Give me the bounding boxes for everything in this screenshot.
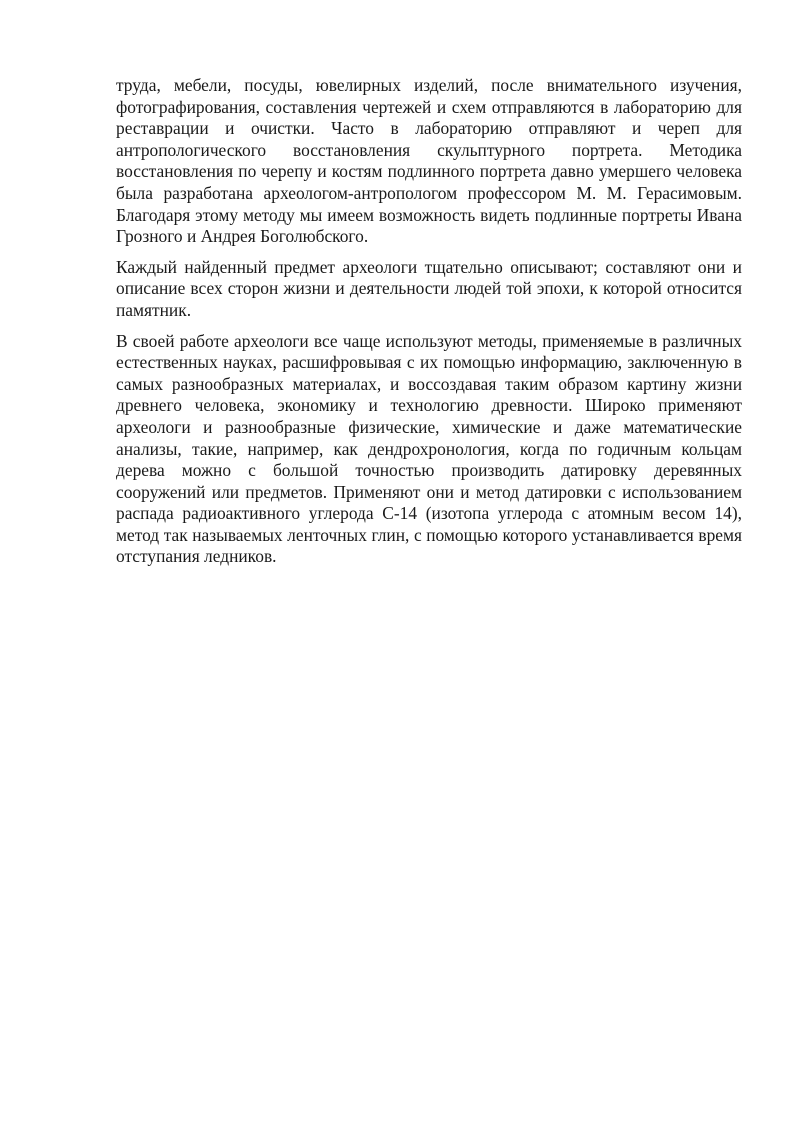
body-text <box>116 75 742 577</box>
paragraph-1: труда, мебели, посуды, ювелирных изделий, после внимательного изучения, фотографирования, составления чертежей и схем отправляются в лабораторию для реставрации и очистки. Часто в лабораторию отправляют и череп для антропологического восстановления скульптурного портрета. Методика восстановления по черепу и костям подлинного портрета давно умершего человека была разработана археологом-антропологом профессором М. М. Герасимовым. Благодаря этому методу мы имеем возможность видеть подлинные портреты Ивана Грозного и Андрея Боголюбского. <box>116 75 742 247</box>
paragraph-2: Каждый найденный предмет археологи тщательно описывают; составляют они и описание всех сторон жизни и деятельности людей той эпохи, к которой относится памятник. <box>116 256 742 320</box>
paragraph-3: В своей работе археологи все чаще используют методы, применяемые в различных естественных науках, расшифровывая с их помощью информацию, заключенную в самых разнообразных материалах, и воссоздавая таким образом картину жизни древнего человека, экономику и технологию древности. Широко применяют археологи и разнообразные физические, химические и даже математические анализы, такие, например, как дендрохронология, когда по годичным кольцам дерева можно с большой точностью производить датировку деревянных сооружений или предметов. Применяют они и метод датировки с использованием распада радиоактивного углерода С-14 (изотопа углерода с атомным весом 14), метод так называемых ленточных глин, с помощью которого устанавливается время отступания ледников. <box>116 330 742 567</box>
